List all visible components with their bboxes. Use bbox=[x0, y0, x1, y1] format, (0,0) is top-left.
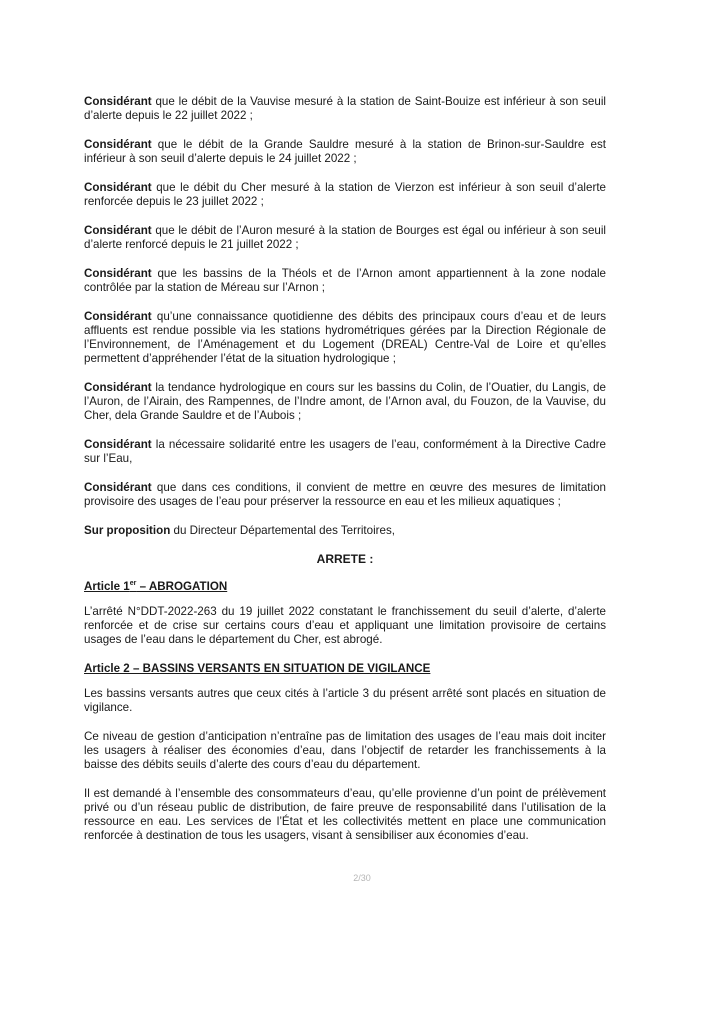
considerant-paragraph bbox=[84, 95, 606, 123]
considerant-lead: Considérant bbox=[84, 310, 152, 323]
considerant-lead: Considérant bbox=[84, 138, 152, 151]
considerant-paragraph bbox=[84, 310, 606, 366]
considerant-paragraph bbox=[84, 481, 606, 509]
considerant-text: que le débit de la Grande Sauldre mesuré à la station de Brinon-sur-Sauldre est inférieur à son seuil d’alerte depuis le 24 juillet 2022 ; bbox=[84, 138, 606, 165]
document-page bbox=[84, 95, 606, 858]
considerant-text: que le débit du Cher mesuré à la station de Vierzon est inférieur à son seuil d’alerte renforcée depuis le 23 juillet 2022 ; bbox=[84, 181, 606, 208]
article-2-paragraph: Les bassins versants autres que ceux cités à l’article 3 du présent arrêté sont placés en situation de vigilance. bbox=[84, 687, 606, 714]
considerant-paragraph bbox=[84, 138, 606, 166]
proposition-paragraph bbox=[84, 524, 606, 538]
article-2-paragraph: Il est demandé à l’ensemble des consommateurs d’eau, qu’elle provienne d’un point de prélèvement privé ou d’un réseau public de distribution, de faire preuve de responsabilité dans l’utilisation de la ressource en eau. Les services de l’État et les collectivités mettent en place une communication renforcée à destination de tous les usagers, visant à sensibiliser aux économies d’eau. bbox=[84, 787, 606, 842]
considerant-paragraph bbox=[84, 438, 606, 466]
considerant-lead: Considérant bbox=[84, 181, 152, 194]
considerant-paragraph bbox=[84, 267, 606, 295]
considerant-text: que dans ces conditions, il convient de mettre en œuvre des mesures de limitation provisoire des usages de l’eau pour préserver la ressource en eau et les milieux aquatiques ; bbox=[84, 481, 606, 508]
arrete-title: ARRETE : bbox=[316, 552, 374, 566]
article-1-heading bbox=[84, 580, 606, 593]
article-2-heading: Article 2 – BASSINS VERSANTS EN SITUATION DE VIGILANCE bbox=[84, 662, 431, 675]
considerant-lead: Considérant bbox=[84, 95, 152, 108]
considerant-text: qu’une connaissance quotidienne des débits des principaux cours d’eau et de leurs affluents est rendue possible via les stations hydrométriques gérées par la Direction Régionale de l’Environnement, de l’Aménagement et du Logement (DREAL) Centre-Val de Loire et qu’elles permettent d’appréhender l’état de la situation hydrologique ; bbox=[84, 310, 606, 365]
considerant-paragraph bbox=[84, 224, 606, 252]
considerant-lead: Considérant bbox=[84, 224, 152, 237]
considerant-lead: Considérant bbox=[84, 381, 152, 394]
considerant-text: que le débit de la Vauvise mesuré à la station de Saint-Bouize est inférieur à son seuil d’alerte depuis le 22 juillet 2022 ; bbox=[84, 95, 606, 122]
article-2-paragraph: Ce niveau de gestion d’anticipation n’entraîne pas de limitation des usages de l’eau mais doit inciter les usagers à réaliser des économies d’eau, dans l’objectif de retarder les franchissements à la baisse des débits seuils d’alerte des cours d’eau du département. bbox=[84, 730, 606, 771]
considerant-text: la nécessaire solidarité entre les usagers de l’eau, conformément à la Directive Cadre sur l’Eau, bbox=[84, 438, 606, 465]
considerant-text: la tendance hydrologique en cours sur les bassins du Colin, de l’Ouatier, du Langis, de l’Auron, de l’Airain, des Rampennes, de l’Indre amont, de l’Arnon aval, du Fouzon, de la Vauvise, du Cher, dela Grande Sauldre et de l’Aubois ; bbox=[84, 381, 606, 422]
article-1-text: L’arrêté N°DDT-2022-263 du 19 juillet 2022 constatant le franchissement du seuil d’alerte, d’alerte renforcée et de crise sur certains cours d’eau et appliquant une limitation provisoire de certains usages de l’eau dans le département du Cher, est abrogé. bbox=[84, 605, 606, 646]
proposition-text: du Directeur Départemental des Territoires, bbox=[170, 524, 395, 537]
considerant-paragraph bbox=[84, 181, 606, 209]
article-1-heading-number: Article 1 bbox=[84, 580, 130, 593]
considerant-paragraph bbox=[84, 381, 606, 423]
proposition-lead: Sur proposition bbox=[84, 524, 171, 537]
page-number: 2/30 bbox=[353, 873, 371, 883]
article-1-heading-title: – ABROGATION bbox=[136, 580, 228, 593]
article-1-heading-sup: er bbox=[129, 580, 137, 588]
considerant-lead: Considérant bbox=[84, 267, 152, 280]
considerant-text: que les bassins de la Théols et de l’Arnon amont appartiennent à la zone nodale contrôlée par la station de Méreau sur l’Arnon ; bbox=[84, 267, 606, 294]
considerant-text: que le débit de l’Auron mesuré à la station de Bourges est égal ou inférieur à son seuil d’alerte renforcé depuis le 21 juillet 2022 ; bbox=[84, 224, 606, 251]
considerant-lead: Considérant bbox=[84, 438, 152, 451]
considerant-lead: Considérant bbox=[84, 481, 152, 494]
